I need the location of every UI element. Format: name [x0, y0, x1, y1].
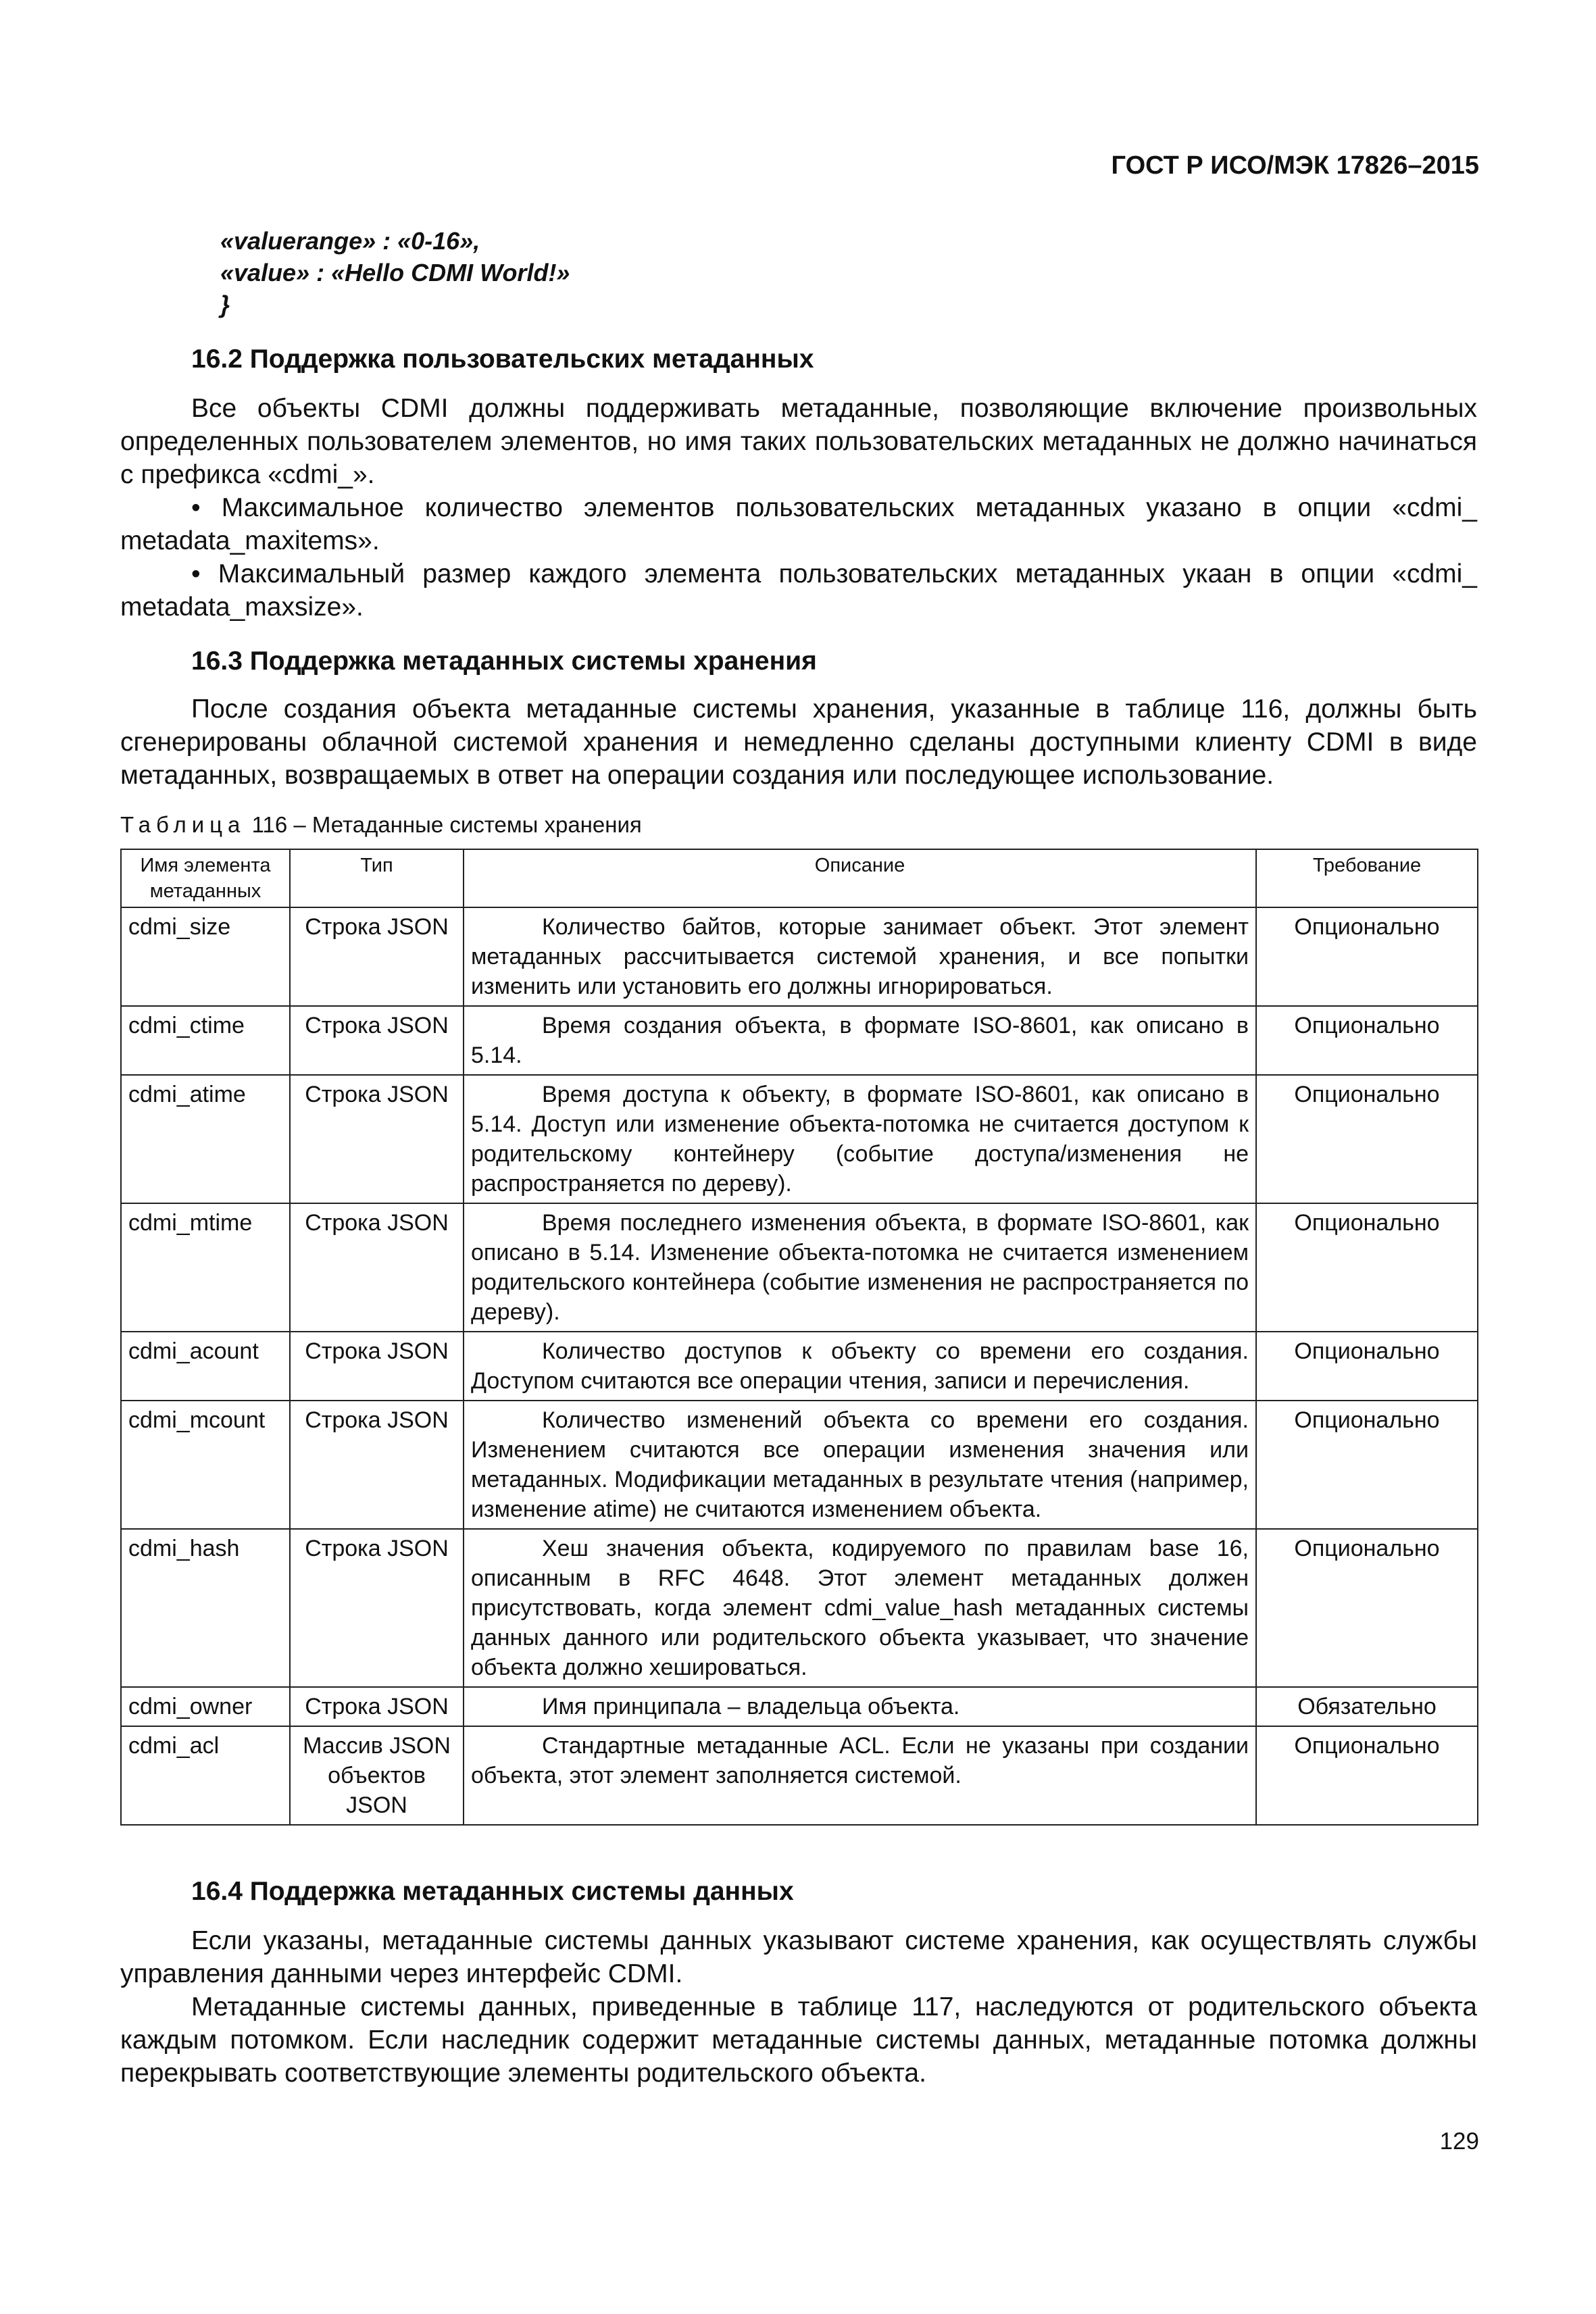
header-type: Тип — [290, 849, 464, 907]
table-header-row — [121, 849, 1478, 907]
section-16-4-paragraph: Если указаны, метаданные системы данных указывают системе хранения, как осуществлять службы управления данными через интерфейс CDMI. — [120, 1926, 1477, 1988]
table-caption — [120, 812, 642, 838]
table-row — [121, 1332, 1478, 1401]
cell-description: Время последнего изменения объекта, в формате ISO-8601, как описано в 5.14. Изменение объекта-потомка не считается изменением родительского контейнера (событие изменения не распространяется по дереву). — [464, 1203, 1256, 1332]
cell-name: cdmi_mtime — [121, 1203, 290, 1332]
cell-type: Строка JSON — [290, 1006, 464, 1075]
section-16-2-paragraph: Все объекты CDMI должны поддерживать метаданные, позволяющие включение произвольных определенных пользователем элементов, но имя таких пользовательских метаданных не должно начинаться с префикса «cdmi_». — [120, 394, 1477, 489]
code-line: «valuerange» : «0-16», — [220, 227, 480, 255]
cell-type: Строка JSON — [290, 907, 464, 1006]
cell-type: Строка JSON — [290, 1401, 464, 1529]
table-row — [121, 1687, 1478, 1726]
code-line: «value» : «Hello CDMI World!» — [220, 259, 570, 286]
cell-name: cdmi_acl — [121, 1726, 290, 1825]
cell-requirement: Опционально — [1256, 1529, 1478, 1687]
header-description: Описание — [464, 849, 1256, 907]
cell-name: cdmi_mcount — [121, 1401, 290, 1529]
storage-metadata-table — [120, 849, 1478, 1826]
header-requirement: Требование — [1256, 849, 1478, 907]
cell-description: Время создания объекта, в формате ISO-8601, как описано в 5.14. — [464, 1006, 1256, 1075]
cell-description: Количество изменений объекта со времени его создания. Изменением считаются все операции изменения значения или метаданных. Модификации метаданных в результате чтения (например, изменение atime) не считаются изменением объекта. — [464, 1401, 1256, 1529]
cell-requirement: Опционально — [1256, 1726, 1478, 1825]
code-line: } — [220, 291, 230, 318]
cell-type: Массив JSON объектов JSON — [290, 1726, 464, 1825]
bullet-maxitems: • Максимальное количество элементов пользовательских метаданных указано в опции «cdmi_ metadata_maxitems». — [120, 493, 1477, 555]
cell-type: Строка JSON — [290, 1075, 464, 1203]
cell-name: cdmi_atime — [121, 1075, 290, 1203]
cell-type: Строка JSON — [290, 1687, 464, 1726]
cell-description: Стандартные метаданные ACL. Если не указаны при создании объекта, этот элемент заполняется системой. — [464, 1726, 1256, 1825]
table-row — [121, 1726, 1478, 1825]
table-row — [121, 907, 1478, 1006]
bullet-maxsize: • Максимальный размер каждого элемента пользовательских метаданных укаан в опции «cdmi_ metadata_maxsize». — [120, 559, 1477, 622]
section-16-4-paragraph: Метаданные системы данных, приведенные в таблице 117, наследуются от родительского объекта каждым потомком. Если наследник содержит метаданные системы данных, метаданные потомка должны перекрывать соответствующие элементы родительского объекта. — [120, 1992, 1477, 2088]
cell-type: Строка JSON — [290, 1332, 464, 1401]
standard-header: ГОСТ Р ИСО/МЭК 17826–2015 — [1111, 151, 1479, 180]
section-16-4-heading: 16.4 Поддержка метаданных системы данных — [191, 1877, 794, 1906]
cell-name: cdmi_hash — [121, 1529, 290, 1687]
cell-description: Имя принципала – владельца объекта. — [464, 1687, 1256, 1726]
table-row — [121, 1401, 1478, 1529]
section-16-3-paragraph: После создания объекта метаданные системы хранения, указанные в таблице 116, должны быть сгенерированы облачной системой хранения и немедленно сделаны доступными клиенту CDMI в виде метаданных, возвращаемых в ответ на операции создания или последующее использование. — [120, 695, 1477, 790]
cell-requirement: Обязательно — [1256, 1687, 1478, 1726]
code-fragment — [220, 225, 570, 320]
cell-name: cdmi_owner — [121, 1687, 290, 1726]
cell-requirement: Опционально — [1256, 1332, 1478, 1401]
cell-name: cdmi_size — [121, 907, 290, 1006]
table-row — [121, 1006, 1478, 1075]
section-16-3-heading: 16.3 Поддержка метаданных системы хранения — [191, 647, 817, 676]
cell-description: Количество байтов, которые занимает объект. Этот элемент метаданных рассчитывается системой хранения, и все попытки изменить или установить его должны игнорироваться. — [464, 907, 1256, 1006]
table-caption-text: 116 – Метаданные системы хранения — [251, 812, 642, 837]
cell-requirement: Опционально — [1256, 907, 1478, 1006]
cell-requirement: Опционально — [1256, 1401, 1478, 1529]
cell-description: Хеш значения объекта, кодируемого по правилам base 16, описанным в RFC 4648. Этот элемент метаданных должен присутствовать, когда элемент cdmi_value_hash метаданных системы данных данного или родительского объекта указывает, что значение объекта должно хешироваться. — [464, 1529, 1256, 1687]
section-16-2-heading: 16.2 Поддержка пользовательских метаданных — [191, 345, 814, 374]
table-row — [121, 1529, 1478, 1687]
table-caption-label: Таблица — [120, 812, 246, 837]
table-row — [121, 1203, 1478, 1332]
cell-name: cdmi_acount — [121, 1332, 290, 1401]
page-number: 129 — [1439, 2128, 1479, 2155]
cell-requirement: Опционально — [1256, 1203, 1478, 1332]
cell-requirement: Опционально — [1256, 1075, 1478, 1203]
cell-type: Строка JSON — [290, 1203, 464, 1332]
cell-description: Количество доступов к объекту со времени его создания. Доступом считаются все операции чтения, записи и перечисления. — [464, 1332, 1256, 1401]
table-row — [121, 1075, 1478, 1203]
header-name: Имя элемента метаданных — [121, 849, 290, 907]
cell-type: Строка JSON — [290, 1529, 464, 1687]
cell-description: Время доступа к объекту, в формате ISO-8601, как описано в 5.14. Доступ или изменение объекта-потомка не считается доступом к родительскому контейнеру (событие доступа/изменения не распространяется по дереву). — [464, 1075, 1256, 1203]
cell-name: cdmi_ctime — [121, 1006, 290, 1075]
cell-requirement: Опционально — [1256, 1006, 1478, 1075]
